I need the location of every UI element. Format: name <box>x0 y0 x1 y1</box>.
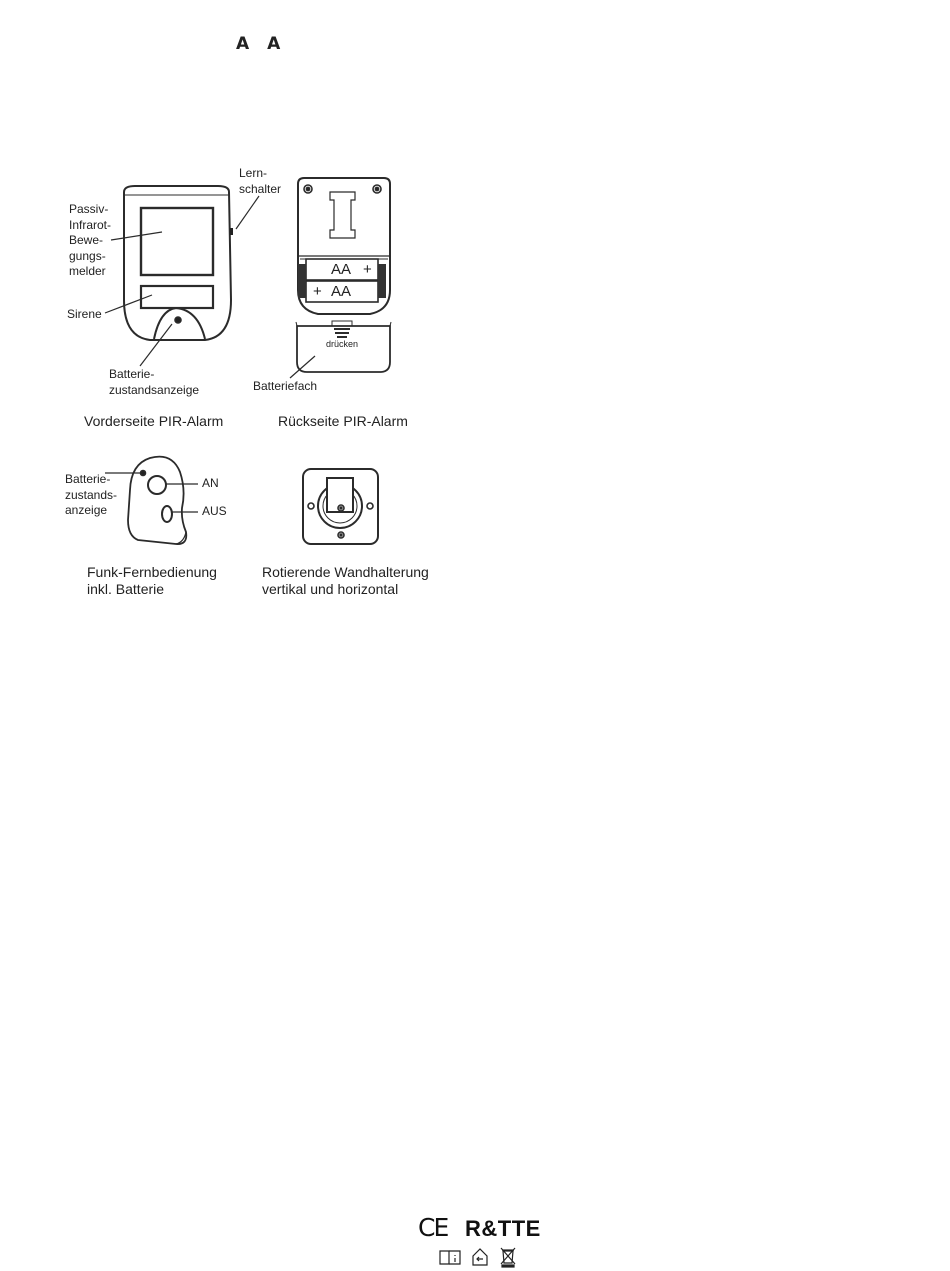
label-pir-sensor: Passiv- Infrarot- Bewe- gungs- melder <box>69 202 112 278</box>
press-label: drücken <box>326 339 359 349</box>
label-battery-indicator-front: Batterie- zustandsanzeige <box>109 367 200 397</box>
label-on: AN <box>202 476 219 490</box>
remote-drawing <box>128 457 186 544</box>
front-device-drawing <box>124 186 233 340</box>
caption-front: Vorderseite PIR-Alarm <box>84 413 224 429</box>
label-learn-switch: Lern- schalter <box>239 166 282 196</box>
rtte-mark: R&TTE <box>465 1216 541 1241</box>
battery-bottom-label: AA <box>331 283 352 300</box>
battery-top-label: AA <box>331 261 352 278</box>
label-siren: Sirene <box>67 307 102 321</box>
weee-bin-icon <box>501 1248 515 1267</box>
wall-mount-drawing <box>303 469 378 544</box>
manual-icon <box>440 1251 460 1264</box>
caption-remote: Funk-Fernbedienung inkl. Batterie <box>87 564 217 597</box>
label-battery-compartment: Batteriefach <box>253 379 318 393</box>
battery-bottom-plus: + <box>313 283 322 300</box>
ce-mark: CE <box>418 1213 448 1242</box>
caption-wall-mount: Rotierende Wandhalterung vertikal und horizontal <box>262 564 429 597</box>
indoor-use-icon <box>473 1249 487 1265</box>
battery-top-plus: + <box>363 261 372 278</box>
label-battery-indicator-remote: Batterie- zustands- anzeige <box>65 472 118 517</box>
caption-back: Rückseite PIR-Alarm <box>278 413 408 429</box>
header-marks: A A <box>236 34 287 54</box>
label-off: AUS <box>202 504 227 518</box>
